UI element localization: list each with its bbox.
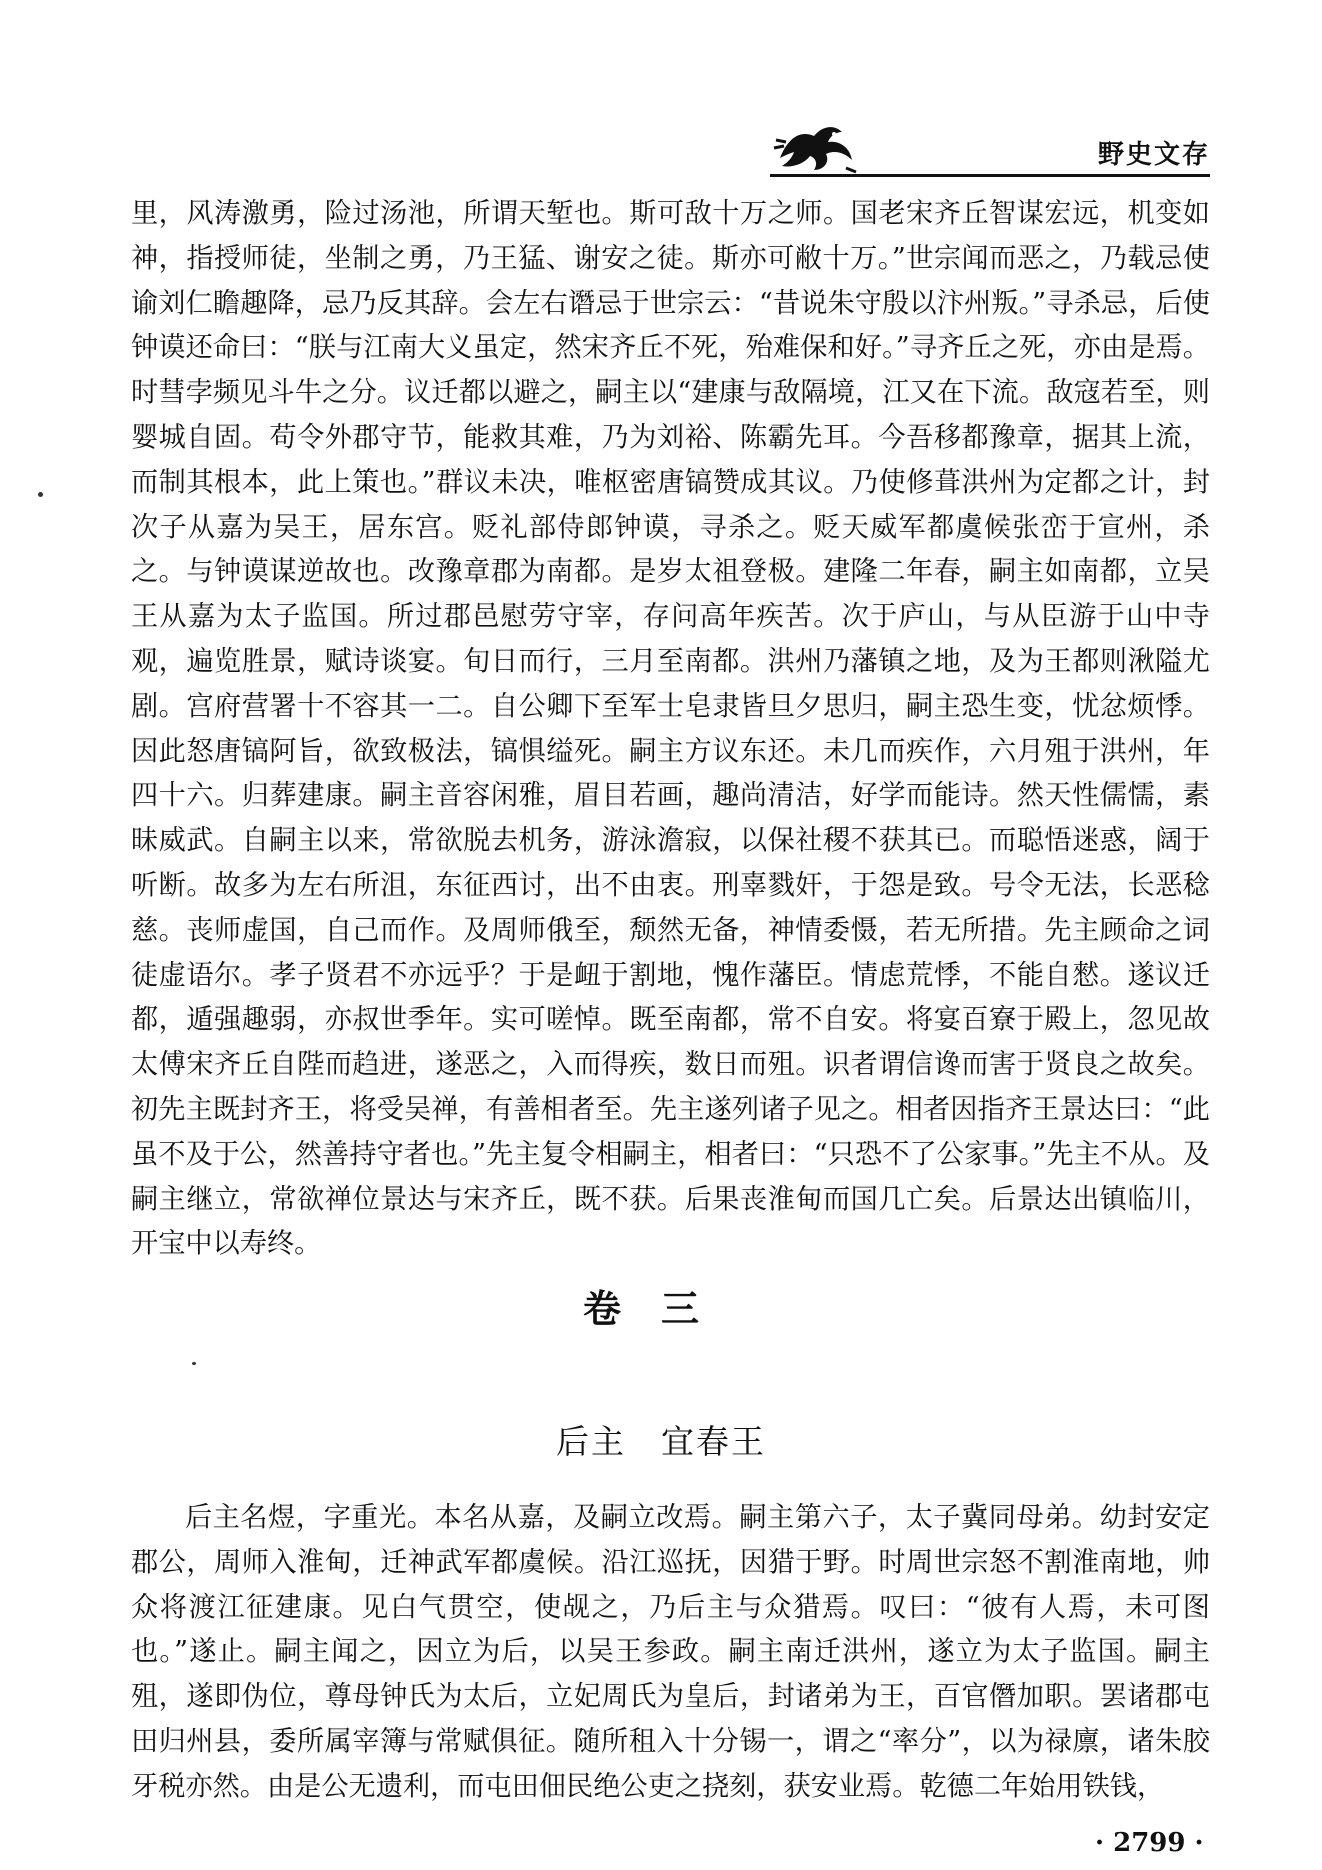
body-paragraph-1: 里，风涛激勇，险过汤池，所谓天堑也。斯可敌十万之师。国老宋齐丘智谋宏远，机变如神，指授师徒，坐制之勇，乃王猛、谢安之徒。斯亦可敝十万。”世宗闻而恶之，乃载忌使谕刘仁瞻趣降，忌乃反其辞。会左右谮忌于世宗云：“昔说朱守殷以汴州叛。”寻杀忌，后使钟谟还命曰：“朕与江南大义虽定，然宋齐丘不死，殆难保和好。”寻齐丘之死，亦由是焉。时彗孛频见斗牛之分。议迁都以避之，嗣主以“建康与敌隔境，江又在下流。敌寇若至，则婴城自固。苟令外郡守节，能救其难，乃为刘裕、陈霸先耳。今吾移都豫章，据其上流，而制其根本，此上策也。”群议未决，唯枢密唐镐赞成其议。乃使修葺洪州为定都之计，封次子从嘉为吴王，居东宫。贬礼部侍郎钟谟，寻杀之。贬天威军都虞候张峦于宣州，杀之。与钟谟谋逆故也。改豫章郡为南都。是岁太祖登极。建隆二年春，嗣主如南都，立吴王从嘉为太子监国。所过郡邑慰劳守宰，存问高年疾苦。次于庐山，与从臣游于山中寺观，遍览胜景，赋诗谈宴。旬日而行，三月至南都。洪州乃藩镇之地，及为王都则湫隘尤剧。宫府营署十不容其一二。自公卿下至军士皂隶皆旦夕思归，嗣主恐生变，忧忿烦悸。因此怒唐镐阿旨，欲致极法，镐惧缢死。嗣主方议东还。未几而疾作，六月殂于洪州，年四十六。归葬建康。嗣主音容闲雅，眉目若画，趣尚清洁，好学而能诗。然天性儒懦，素昧威武。自嗣主以来，常欲脱去机务，游泳澹寂，以保社稷不获其已。而聪悟迷惑，阔于听断。故多为左右所沮，东征西讨，出不由衷。刑辜戮奸，于怨是致。号令无法，长恶稔慈。丧师虚国，自己而作。及周师俄至，颓然无备，神情委慑，若无所措。先主顾命之词徒虚语尔。孝子贤君不亦远乎？于是衄于割地，愧作藩臣。情虑荒悸，不能自憖。遂议迁都，遁强趣弱，亦叔世季年。实可嗟悼。既至南都，常不自安。将宴百寮于殿上，忽见故太傅宋齐丘自陛而趋进，遂恶之，入而得疾，数日而殂。识者谓信谗而害于贤良之故矣。初先主既封齐王，将受吴禅，有善相者至。先主遂列诸子见之。相者因指齐王景达曰：“此虽不及于公，然善持守者也。”先主复令相嗣主，相者曰：“只恐不了公家事。”先主不从。及嗣主继立，常欲禅位景达与宋齐丘，既不获。后果丧淮甸而国几亡矣。后景达出镇临川，开宝中以寿终。 (131, 198, 1210, 1260)
header-rule (770, 174, 1210, 177)
volume-title: 卷三 (582, 1287, 739, 1331)
section-title: 后主 宜春王 (556, 1422, 766, 1461)
page-number: · 2799 · (1095, 1828, 1204, 1858)
body-paragraph-2: 后主名煜，字重光。本名从嘉，及嗣立改焉。嗣主第六子，太子冀同母弟。幼封安定郡公，周师入淮甸，迁神武军都虞候。沿江巡抚，因猎于野。时周世宗怒不割淮南地，帅众将渡江征建康。见白气贯空，使觇之，乃后主与众猎焉。叹曰：“彼有人焉，未可图也。”遂止。嗣主闻之，因立为后，以吴王参政。嗣主南迁洪州，遂立为太子监国。嗣主殂，遂即伪位，尊母钟氏为太后，立妃周氏为皇后，封诸弟为王，百官僭加职。罢诸郡屯田归州县，委所属宰簿与常赋俱征。随所租入十分锡一，谓之“率分”，以为禄廪，诸朱胶牙税亦然。由是公无遗利，而屯田佃民绝公吏之挠刻，获安业焉。乾德二年始用铁钱， (131, 1502, 1210, 1802)
dragon-emblem-icon (770, 118, 860, 178)
scan-speck (192, 1362, 196, 1365)
scan-speck (38, 492, 43, 497)
header-title: 野史文存 (1097, 140, 1210, 170)
running-header (770, 118, 1210, 178)
